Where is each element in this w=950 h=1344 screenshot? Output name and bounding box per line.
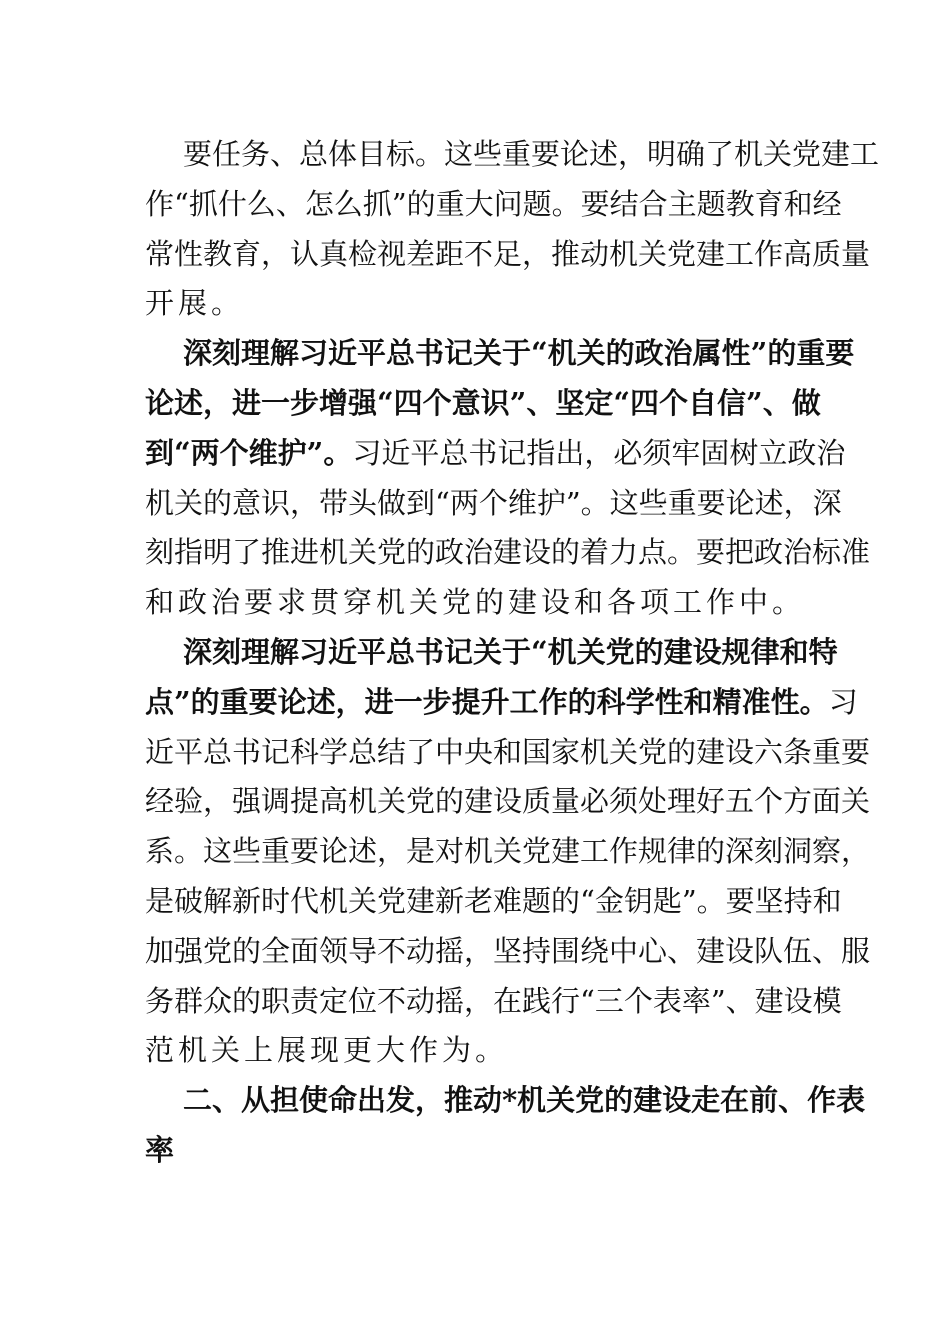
text-line	[145, 1126, 805, 1176]
text-segment: 系。这些重要论述，是对机关党建工作规律的深刻洞察，	[145, 834, 871, 869]
text-line	[145, 279, 805, 329]
text-line	[145, 230, 871, 280]
text-segment: 常性教育，认真检视差距不足，推动机关党建工作高质量	[145, 236, 871, 271]
document-page-body	[145, 130, 880, 1176]
text-line	[145, 429, 846, 479]
bold-text-segment: 二、从担使命出发，推动*机关党的建设走在前、作表	[183, 1083, 866, 1118]
text-segment: 要任务、总体目标。这些重要论述，明确了机关党建工	[183, 137, 880, 171]
text-line	[145, 877, 842, 927]
text-line	[145, 379, 821, 429]
text-segment: 机关的意识，带头做到“两个维护”。这些重要论述，深	[145, 485, 842, 520]
text-line	[145, 1076, 866, 1126]
text-line	[145, 977, 842, 1027]
text-line	[145, 578, 805, 628]
bold-text-segment: 点”的重要论述，进一步提升工作的科学性和精准性。	[145, 684, 829, 719]
bold-text-segment: 论述，进一步增强“四个意识”、坚定“四个自信”、做	[145, 385, 821, 420]
bold-text-segment: 深刻理解习近平总书记关于“机关党的建设规律和特	[183, 634, 838, 669]
text-line	[145, 827, 871, 877]
text-segment: 开展。	[145, 286, 245, 321]
text-line	[145, 927, 871, 977]
text-line	[145, 777, 871, 827]
text-segment: 近平总书记科学总结了中央和国家机关党的建设六条重要	[145, 734, 871, 769]
text-line	[145, 728, 871, 778]
text-segment: 加强党的全面领导不动摇，坚持围绕中心、建设队伍、服	[145, 933, 871, 968]
text-segment: 作“抓什么、怎么抓”的重大问题。要结合主题教育和经	[145, 186, 842, 221]
text-segment: 习近平总书记指出，必须牢固树立政治	[352, 435, 846, 470]
text-segment: 和政治要求贯穿机关党的建设和各项工作中。	[145, 585, 806, 620]
text-line	[145, 528, 871, 578]
bold-text-segment: 深刻理解习近平总书记关于“机关的政治属性”的重要	[183, 336, 855, 371]
text-segment: 刻指明了推进机关党的政治建设的着力点。要把政治标准	[145, 535, 871, 570]
text-line	[145, 1026, 805, 1076]
text-segment: 习	[828, 684, 858, 719]
text-line	[145, 628, 838, 678]
text-line	[145, 329, 855, 379]
text-line	[145, 678, 858, 728]
text-segment: 是破解新时代机关党建新老难题的“金钥匙”。要坚持和	[145, 883, 842, 918]
text-segment: 务群众的职责定位不动摇，在践行“三个表率”、建设模	[145, 983, 842, 1018]
text-line	[145, 130, 880, 180]
text-segment: 经验，强调提高机关党的建设质量必须处理好五个方面关	[145, 784, 871, 819]
bold-text-segment: 率	[145, 1132, 179, 1167]
text-line	[145, 479, 842, 529]
text-line	[145, 180, 842, 230]
text-segment: 范机关上展现更大作为。	[145, 1033, 509, 1068]
bold-text-segment: 到“两个维护”。	[145, 435, 353, 470]
